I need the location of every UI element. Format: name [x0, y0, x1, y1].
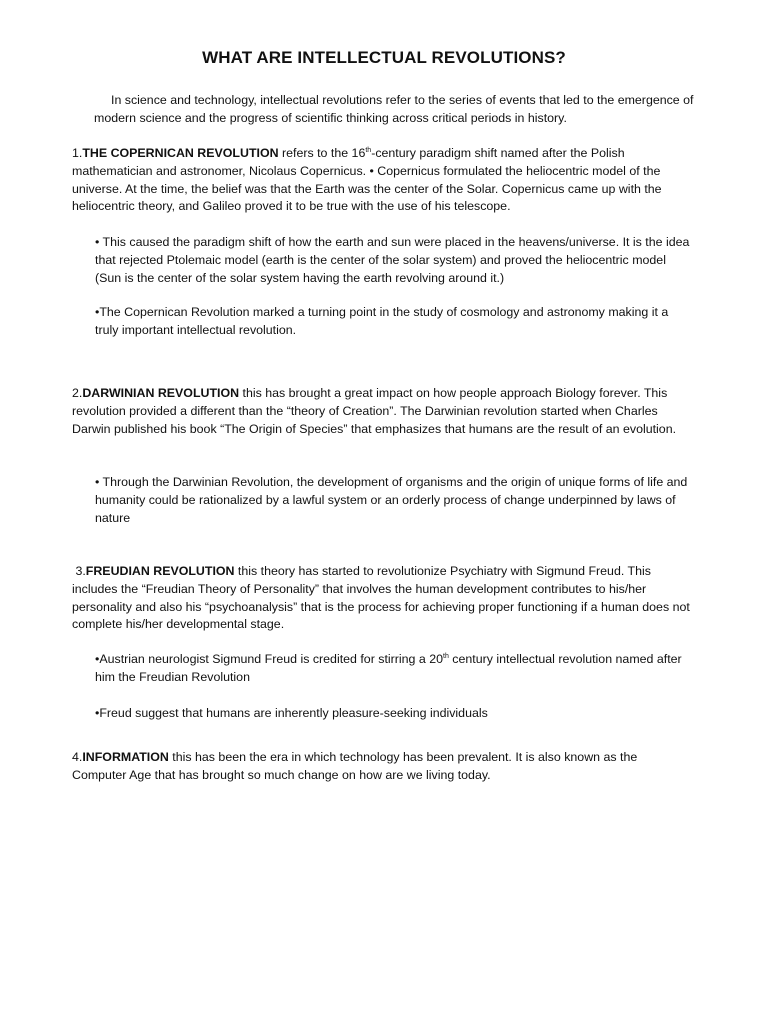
darwinian-bullet-1 — [95, 474, 695, 527]
section-number: 3. — [72, 564, 86, 578]
section-text: refers to the 16 — [278, 146, 366, 160]
superscript: th — [443, 652, 449, 660]
section-heading: DARWINIAN REVOLUTION — [82, 386, 240, 400]
section-number: 1. — [72, 146, 83, 160]
intro-paragraph — [94, 92, 694, 128]
bullet-text — [95, 651, 695, 687]
document-title: WHAT ARE INTELLECTUAL REVOLUTIONS? — [202, 48, 566, 67]
freudian-paragraph — [72, 563, 692, 634]
superscript: th — [365, 146, 372, 154]
copernican-bullet-1 — [95, 234, 695, 287]
section-heading: THE COPERNICAN REVOLUTION — [82, 146, 279, 160]
darwinian-section — [72, 385, 692, 438]
bullet-text-part: century intellectual revolution named after him the Freudian Revolution — [95, 652, 682, 684]
intro-text: In science and technology, intellectual revolutions refer to the series of events that led to the emergence of modern science and the progress of scientific thinking across critical periods in history. — [94, 93, 694, 125]
section-text: this theory has started to revolutionize Psychiatry with Sigmund Freud. This includes the “Freudian Theory of Personality” that involves the human development contributes to his/her personality and also his “psychoanalysis” that is the process for achieving proper functioning if a human does not complete his/her developmental stage. — [72, 564, 690, 632]
section-number: 2. — [72, 386, 83, 400]
freudian-bullet-1 — [95, 651, 695, 687]
copernican-paragraph — [72, 145, 692, 216]
information-section — [72, 749, 692, 785]
bullet-text: •Freud suggest that humans are inherently pleasure-seeking individuals — [95, 706, 488, 720]
section-heading: FREUDIAN REVOLUTION — [85, 564, 235, 578]
section-heading: INFORMATION — [82, 750, 169, 764]
section-text: this has been the era in which technology has been prevalent. It is also known as the Computer Age that has brought so much change on how are we living today. — [72, 750, 638, 782]
bullet-text: •The Copernican Revolution marked a turning point in the study of cosmology and astronomy making it a truly important intellectual revolution. — [95, 305, 669, 337]
copernican-bullet-2 — [95, 304, 695, 340]
bullet-text-part: •Austrian neurologist Sigmund Freud is credited for stirring a 20 — [95, 652, 444, 666]
freudian-section — [72, 563, 692, 634]
section-text: this has brought a great impact on how people approach Biology forever. This revolution provided a different than the “theory of Creation”. The Darwinian revolution started when Charles Darwin published his book “The Origin of Species” that emphasizes that humans are the result of an evolution. — [72, 386, 677, 436]
freudian-bullet-2 — [95, 705, 695, 723]
darwinian-paragraph — [72, 385, 692, 438]
bullet-text: • Through the Darwinian Revolution, the development of organisms and the origin of unique forms of life and humanity could be rationalized by a lawful system or an orderly process of change underpinned by laws of nature — [95, 475, 688, 525]
copernican-section — [72, 145, 692, 216]
information-paragraph — [72, 749, 692, 785]
bullet-text: • This caused the paradigm shift of how the earth and sun were placed in the heavens/universe. It is the idea that rejected Ptolemaic model (earth is the center of the solar system) and proved the heliocentric model (Sun is the center of the solar system having the earth revolving around it.) — [95, 235, 690, 285]
section-text: -century paradigm shift named after the Polish mathematician and astronomer, Nicolaus Copernicus. • Copernicus formulated the heliocentric model of the universe. At the time, the belief was that the Earth was the center of the Solar. Copernicus came up with the heliocentric theory, and Galileo proved it to be true with the use of his telescope. — [72, 146, 662, 214]
section-number: 4. — [72, 750, 83, 764]
